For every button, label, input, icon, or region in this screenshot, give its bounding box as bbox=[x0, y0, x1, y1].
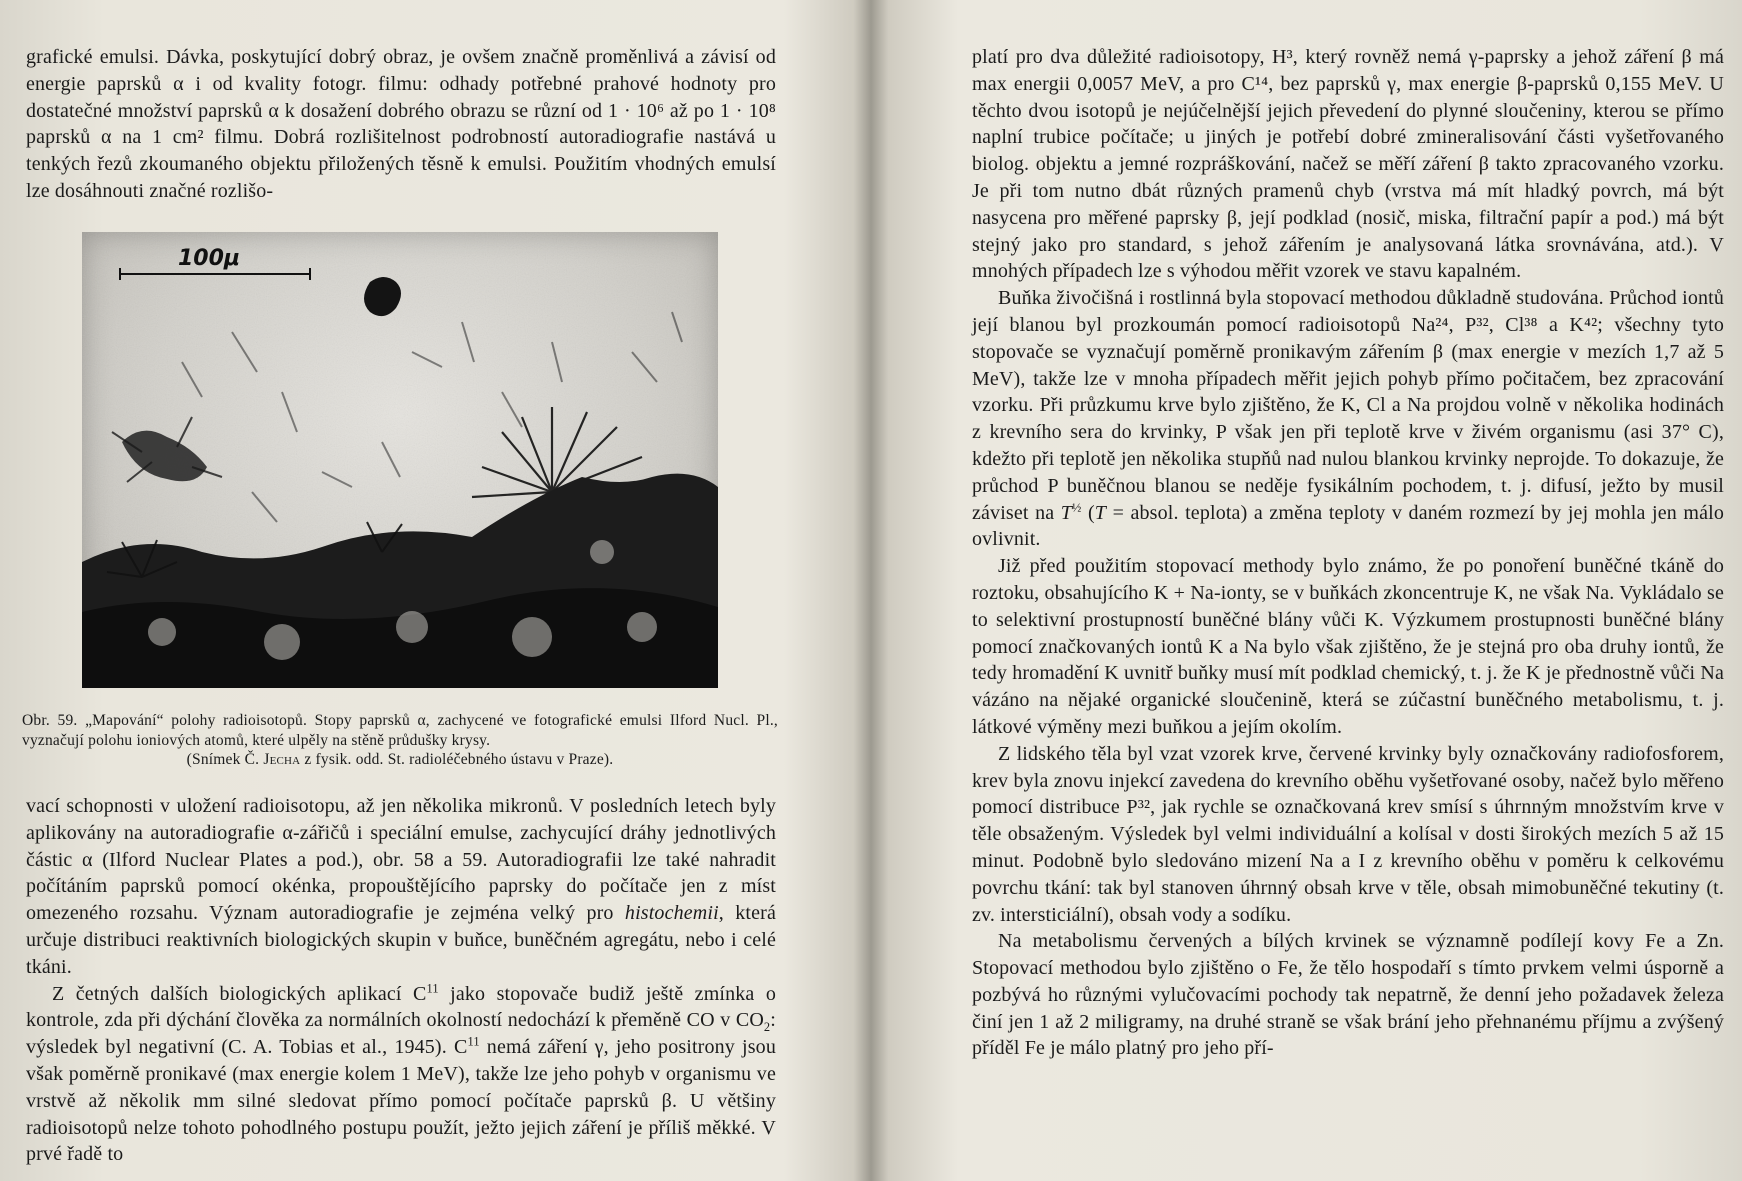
right-page bbox=[872, 0, 1742, 1181]
right-text bbox=[972, 44, 1724, 1062]
right-paragraph-2: Buňka živočišná i rostlinná byla stopovací methodou důkladně studována. Průchod iontů její blanou byl prozkoumán pomocí radioisotopů Na²⁴, P³², Cl³⁸ a K⁴²; všechny tyto stopovače se vyznačují poměrně pronikavým zářením β (max energie v mezích 1,7 až 5 MeV), takže lze v mnoha případech měřit jejich pohyb přímo počitačem, bez zpracování vzorku. Při průzkumu krve bylo zjištěno, že K, Cl a Na projdou volně v několika hodinách z krevního sera do krvinky, P však jen při teplotě krve v živém organismu (asi 37° C), kdežto při teplotě jen několika stupňů nad nulou blankou krvinky neprojde. To dokazuje, že průchod P buněčnou blanou se neděje fysikálním pochodem, t. j. difusí, ježto by musil záviset na $T^{\frac{1}{2}}$ (T = absol. teplota) a změna teploty v daném rozmezí by jej mohla jen málo ovlivnit. bbox=[972, 287, 1724, 551]
left-top-paragraph: grafické emulsi. Dávka, poskytující dobrý obraz, je ovšem značně proměnlivá a závisí od energie paprsků α i od kvality fotogr. filmu: odhady potřebné prahové hodnoty pro dostatečné množství paprsků α k dosažení dobrého obrazu se různí od 1 · 10⁶ až po 1 · 10⁸ paprsků α na 1 cm² filmu. Dobrá rozlišitelnost podrobností autoradiografie nastává u tenkých řezů zkoumaného objektu přiložených těsně k emulsi. Použitím vhodných emulsí lze dosáhnouti značné rozlišo- bbox=[26, 46, 776, 202]
caption-credit: (Snímek Č. Jecha z fysik. odd. St. radioléčebného ústavu v Praze). bbox=[186, 751, 614, 768]
micrograph-image bbox=[82, 232, 718, 688]
right-paragraph-5: Na metabolismu červených a bílých krvinek se významně podílejí kovy Fe a Zn. Stopovací methodou bylo zjištěno o Fe, že tělo hospodaří s tímto prvkem velmi úsporně a pozbývá ho různými vylučovacími pochody tak nepatrně, že denní jeho požadavek železa činí jen 1 až 2 miligramy, na druhé straně se však brání jeho přehnanému příjmu a zvýšený příděl Fe je málo platný pro jeho pří- bbox=[972, 930, 1724, 1060]
histochemie-term: histochemii bbox=[624, 902, 719, 925]
figure-caption bbox=[22, 711, 778, 770]
right-paragraph-3: Již před použitím stopovací methody bylo známo, že po ponoření buněčné tkáně do roztoku, obsahujícího K + Na-ionty, se v buňkách zkoncentruje K, ne však Na. Vykládalo se to selektivní prostupností buněčné blány vůči K. Výzkumem prostupnosti buněčné blány pomocí značkovaných iontů K a Na bylo však zjištěno, že je stejná pro oba druhy iontů, že tedy hromadění K uvnitř buňky musí mít podklad chemický, t. j. že K je přednostně vůči Na vázáno na nějaké organické sloučenině, která se zúčastní buněčného metabolismu, t. j. látkové výměny mezi buňkou a jejím okolím. bbox=[972, 555, 1724, 738]
right-paragraph-1: platí pro dva důležité radioisotopy, H³, který rovněž nemá γ-paprsky a jehož záření β má max energii 0,0057 MeV, a pro C¹⁴, bez paprsků γ, max energie β-paprsků 0,155 MeV. U těchto dvou isotopů je nejúčelnější jejich převedení do plynné sloučeniny, kterou se přímo naplní trubice počítače; u jiných je potřebí dobré zmineralisování části vyšetřovaného biolog. objektu a jemné rozpráškování, načež se měří záření β takto zpracovaného vzorku. Je při tom nutno dbát různých pramenů chyb (vrstva má mít hladký povrch, má být nasycena pro měřené paprsky β, její podklad (nosič, miska, filtrační papír a pod.) má být stejný jako pro standard, s jehož zářením je analysovaná látka srovnávána, atd.). V mnohých případech lze s výhodou měřit vzorek ve stavu kapalném. bbox=[972, 46, 1724, 283]
autoradiograph-figure bbox=[82, 232, 718, 688]
left-paragraph-1: vací schopnosti v uložení radioisotopu, až jen několika mikronů. V posledních letech byly aplikovány na autoradiografie α-zářičů i speciální emulse, zachycující dráhy jednotlivých částic α (Ilford Nuclear Plates a pod.), obr. 58 a 59. Autoradiografii lze také nahradit počítáním paprsků pomocí okénka, propouštějícího paprsky do počítače jen z míst omezeného rozsahu. Význam autoradiografie je zejména velký pro histochemii, která určuje distribuci reaktivních biologických skupin v buňce, buněčném agregátu, nebo i celé tkáni. bbox=[26, 795, 776, 978]
caption-main: Obr. 59. „Mapování“ polohy radioisotopů. Stopy paprsků α, zachycené ve fotografické emulsi Ilford Nucl. Pl., vyznačují polohu ioniových atomů, které ulpěly na stěně průdušky krysy. bbox=[22, 712, 778, 749]
left-page bbox=[0, 0, 870, 1181]
right-paragraph-4: Z lidského těla byl vzat vzorek krve, červené krvinky byly označkovány radiofosforem, krev byla znovu injekcí zavedena do krevního oběhu vyšetřované osoby, načež bylo měřeno pomocí distribuce P³², jak rychle se označkovaná krev smísí s úhrnným množstvím krve v těle obsaženým. Výsledek byl velmi individuální a kolísal v dosti širokých mezích 5 až 15 minut. Podobně bylo sledováno mizení Na a I z krevního oběhu v poměru k celkovému povrchu tkání: tak byl stanoven úhrnný obsah krve v těle, obsah mimobuněčné tekutiny (t. zv. intersticiální), obsah vody a sodíku. bbox=[972, 742, 1724, 926]
left-paragraph-2: Z četných dalších biologických aplikací $C^{11}$ jako stopovače budiž ještě zmínka o kontrole, zda při dýchání člověka za normálních okolností nedochází k přeměně CO v $CO_2$: výsledek byl negativní (C. A. Tobias et al., 1945). $C^{11}$ nemá záření γ, jeho positrony jsou však poměrně pronikavé (max energie kolem 1 MeV), takže lze jeho pohyb v organismu ve vrstvě až několik mm silné sledovat přímo pomocí počítače paprsků β. U většiny radioisotopů nelze tohoto pohodlného postupu použít, ježto jejich záření je příliš měkké. V prvé řadě to bbox=[26, 980, 776, 1166]
left-bottom-text bbox=[26, 793, 776, 1168]
caption-author: Jecha bbox=[263, 751, 301, 768]
scale-bar-label: 100μ bbox=[178, 246, 241, 271]
left-top-text bbox=[26, 44, 776, 205]
